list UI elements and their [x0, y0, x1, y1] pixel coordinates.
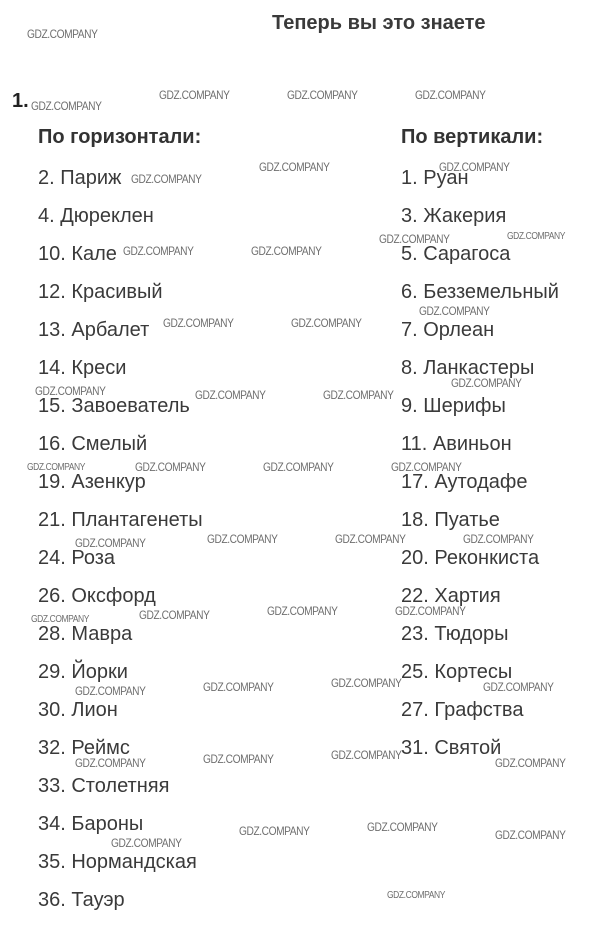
- watermark: GDZ.COMPANY: [159, 88, 230, 102]
- across-answer: 15. Завоеватель: [38, 395, 190, 417]
- across-answer: 2. Париж: [38, 167, 122, 189]
- across-answer: 28. Мавра: [38, 623, 133, 645]
- watermark: GDZ.COMPANY: [367, 820, 438, 834]
- watermark: GDZ.COMPANY: [391, 460, 462, 474]
- watermark: GDZ.COMPANY: [239, 824, 310, 838]
- watermark: GDZ.COMPANY: [139, 608, 210, 622]
- watermark: GDZ.COMPANY: [135, 460, 206, 474]
- across-answer: 14. Креси: [38, 357, 127, 379]
- watermark: GDZ.COMPANY: [111, 836, 182, 850]
- watermark: GDZ.COMPANY: [195, 388, 266, 402]
- watermark: GDZ.COMPANY: [251, 244, 322, 258]
- watermark: GDZ.COMPANY: [323, 388, 394, 402]
- watermark: GDZ.COMPANY: [203, 680, 274, 694]
- watermark: GDZ.COMPANY: [267, 604, 338, 618]
- down-answer: 1. Руан: [401, 167, 469, 189]
- watermark: GDZ.COMPANY: [263, 460, 334, 474]
- watermark: GDZ.COMPANY: [439, 160, 510, 174]
- watermark: GDZ.COMPANY: [75, 536, 146, 550]
- down-answer: 25. Кортесы: [401, 661, 513, 683]
- across-answer: 34. Бароны: [38, 813, 144, 835]
- across-answer: 24. Роза: [38, 547, 116, 569]
- watermark: GDZ.COMPANY: [331, 748, 402, 762]
- across-answer: 32. Реймс: [38, 737, 130, 759]
- watermark: GDZ.COMPANY: [419, 304, 490, 318]
- watermark: GDZ.COMPANY: [259, 160, 330, 174]
- down-answer: 11. Авиньон: [401, 433, 512, 455]
- across-answer: 10. Кале: [38, 243, 117, 265]
- down-answer: 6. Безземельный: [401, 281, 559, 303]
- watermark: GDZ.COMPANY: [395, 604, 466, 618]
- across-answer: 29. Йорки: [38, 661, 128, 683]
- across-answer: 12. Красивый: [38, 281, 163, 303]
- watermark: GDZ.COMPANY: [415, 88, 486, 102]
- watermark: GDZ.COMPANY: [291, 316, 362, 330]
- down-answer: 22. Хартия: [401, 585, 501, 607]
- watermark: GDZ.COMPANY: [75, 684, 146, 698]
- task-number: 1.: [12, 90, 29, 112]
- across-answer: 33. Столетняя: [38, 775, 170, 797]
- watermark: GDZ.COMPANY: [163, 316, 234, 330]
- across-answer: 26. Оксфорд: [38, 585, 156, 607]
- across-heading: По горизонтали:: [38, 126, 202, 148]
- watermark: GDZ.COMPANY: [207, 532, 278, 546]
- down-answer: 17. Аутодафе: [401, 471, 528, 493]
- watermark: GDZ.COMPANY: [483, 680, 554, 694]
- watermark: GDZ.COMPANY: [507, 231, 565, 242]
- down-answer: 23. Тюдоры: [401, 623, 509, 645]
- page-title: Теперь вы это знаете: [272, 12, 486, 34]
- across-answer: 19. Азенкур: [38, 471, 146, 493]
- watermark: GDZ.COMPANY: [495, 828, 566, 842]
- across-answer: 21. Плантагенеты: [38, 509, 203, 531]
- down-answer: 9. Шерифы: [401, 395, 506, 417]
- down-answer: 20. Реконкиста: [401, 547, 540, 569]
- down-answer: 8. Ланкастеры: [401, 357, 535, 379]
- watermark: GDZ.COMPANY: [287, 88, 358, 102]
- watermark: GDZ.COMPANY: [27, 27, 98, 41]
- across-answer: 16. Смелый: [38, 433, 148, 455]
- watermark: GDZ.COMPANY: [31, 99, 102, 113]
- watermark: GDZ.COMPANY: [35, 384, 106, 398]
- watermark: GDZ.COMPANY: [131, 172, 202, 186]
- across-answer: 4. Дюреклен: [38, 205, 154, 227]
- watermark: GDZ.COMPANY: [387, 890, 445, 901]
- watermark: GDZ.COMPANY: [203, 752, 274, 766]
- down-heading: По вертикали:: [401, 126, 544, 148]
- watermark: GDZ.COMPANY: [75, 756, 146, 770]
- watermark: GDZ.COMPANY: [495, 756, 566, 770]
- across-answer: 13. Арбалет: [38, 319, 150, 341]
- down-answer: 31. Святой: [401, 737, 502, 759]
- watermark: GDZ.COMPANY: [335, 532, 406, 546]
- down-answer: 7. Орлеан: [401, 319, 495, 341]
- watermark: GDZ.COMPANY: [27, 462, 85, 473]
- down-answer: 27. Графства: [401, 699, 524, 721]
- watermark: GDZ.COMPANY: [331, 676, 402, 690]
- across-answer: 35. Нормандская: [38, 851, 197, 873]
- across-answer: 36. Тауэр: [38, 889, 125, 911]
- down-answer: 18. Пуатье: [401, 509, 500, 531]
- down-answer: 5. Сарагоса: [401, 243, 511, 265]
- across-answer: 30. Лион: [38, 699, 118, 721]
- down-answer: 3. Жакерия: [401, 205, 507, 227]
- watermark: GDZ.COMPANY: [379, 232, 450, 246]
- watermark: GDZ.COMPANY: [463, 532, 534, 546]
- watermark: GDZ.COMPANY: [451, 376, 522, 390]
- watermark: GDZ.COMPANY: [123, 244, 194, 258]
- watermark: GDZ.COMPANY: [31, 614, 89, 625]
